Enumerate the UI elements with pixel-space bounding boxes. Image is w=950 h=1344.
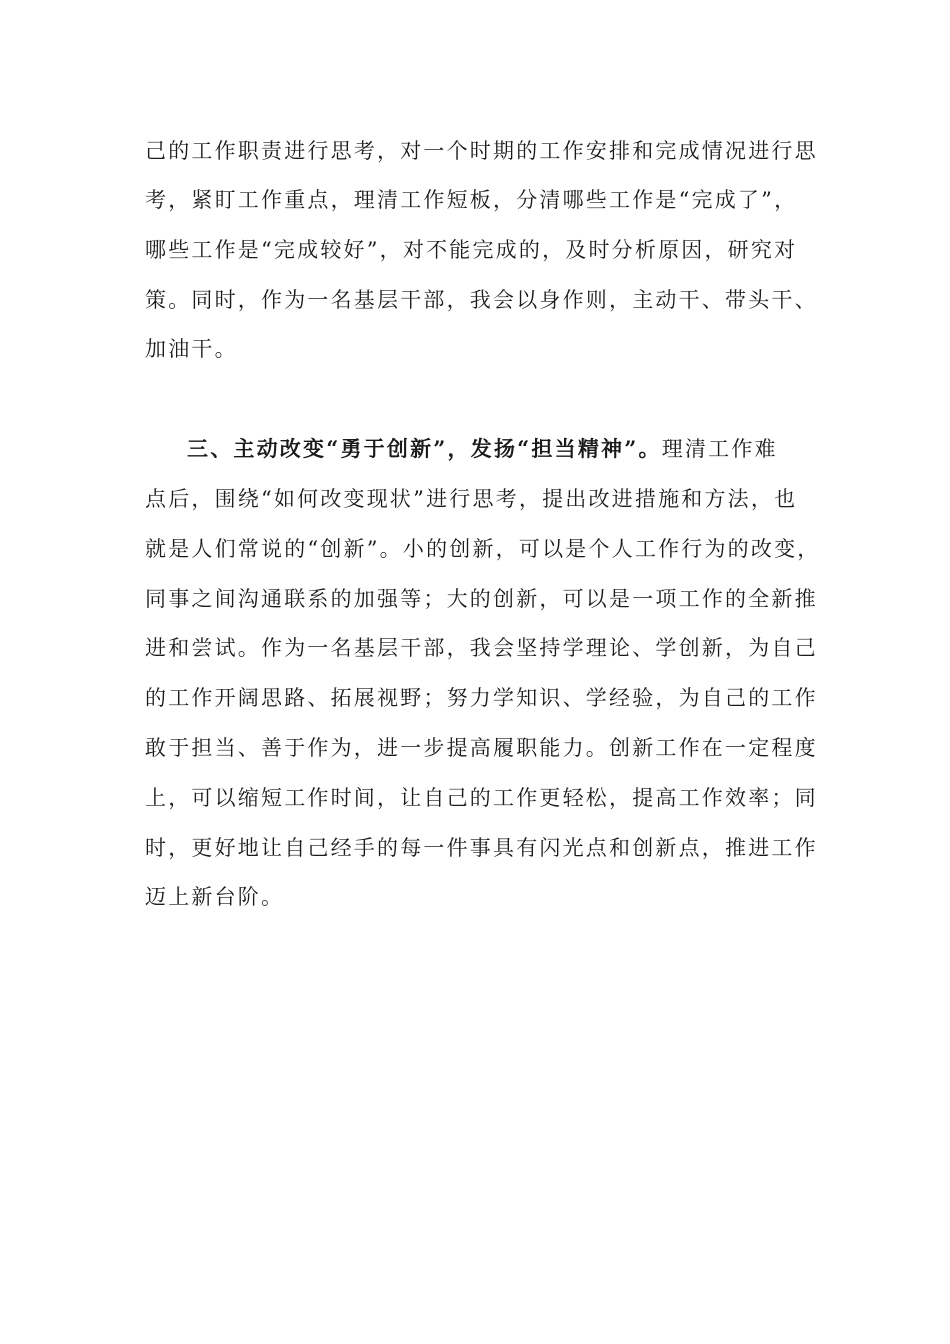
- text-line: 点后，围绕“如何改变现状”进行思考，提出改进措施和方法，也: [145, 487, 798, 511]
- text-line: 上，可以缩短工作时间，让自己的工作更轻松，提高工作效率；同: [145, 786, 818, 810]
- section-three-heading: 三、主动改变“勇于创新”，发扬“担当精神”。: [187, 436, 662, 461]
- text-line: 进和尝试。作为一名基层干部，我会坚持学理论、学创新，为自己: [145, 636, 818, 660]
- text-line: 的工作开阔思路、拓展视野；努力学知识、学经验，为自己的工作: [145, 686, 818, 710]
- text-line: 就是人们常说的“创新”。小的创新，可以是个人工作行为的改变，: [145, 537, 821, 561]
- text-line: 同事之间沟通联系的加强等；大的创新，可以是一项工作的全新推: [145, 587, 818, 611]
- section-three-first-line: [187, 434, 835, 464]
- text-line: 己的工作职责进行思考，对一个时期的工作安排和完成情况进行思: [145, 139, 818, 163]
- text-line: 敢于担当、善于作为，进一步提高履职能力。创新工作在一定程度: [145, 736, 818, 760]
- text-line: 时，更好地让自己经手的每一件事具有闪光点和创新点，推进工作: [145, 836, 818, 860]
- text-line: 加油干。: [145, 337, 238, 361]
- text-line: 哪些工作是“完成较好”，对不能完成的，及时分析原因，研究对: [145, 238, 798, 262]
- text-line: 迈上新台阶。: [145, 885, 285, 909]
- text-line: 策。同时，作为一名基层干部，我会以身作则，主动干、带头干、: [145, 288, 818, 312]
- section-three-first-line-text: 理清工作难: [661, 437, 778, 461]
- text-line: 考，紧盯工作重点，理清工作短板，分清哪些工作是“完成了”，: [145, 188, 798, 212]
